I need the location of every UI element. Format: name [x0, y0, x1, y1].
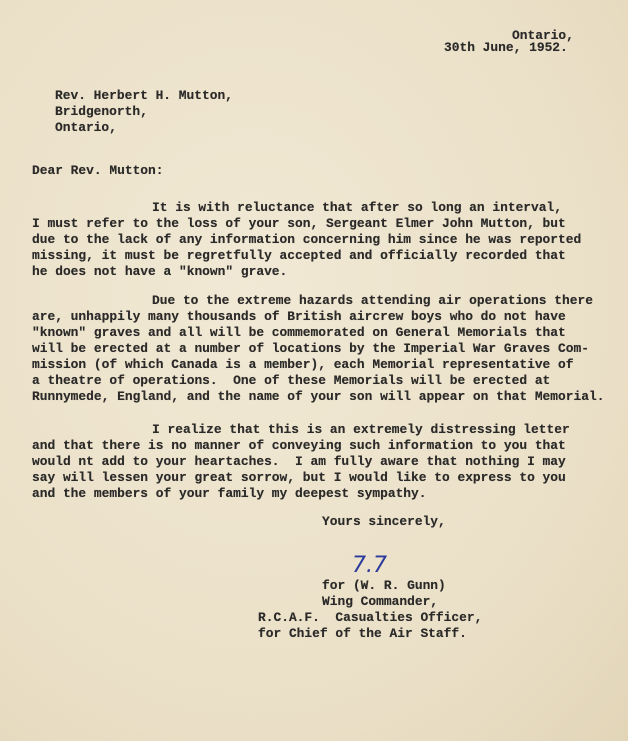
- paragraph-line: It is with reluctance that after so long an interval,: [152, 200, 562, 215]
- signature-line: for (W. R. Gunn): [322, 578, 446, 593]
- paragraph-line: I realize that this is an extremely distressing letter: [152, 422, 570, 437]
- paragraph-line: due to the lack of any information concerning him since he was reported: [32, 232, 582, 247]
- paragraph-line: he does not have a "known" grave.: [32, 264, 288, 279]
- signature-line: R.C.A.F. Casualties Officer,: [258, 610, 483, 625]
- address-line: Rev. Herbert H. Mutton,: [55, 88, 233, 103]
- date: 30th June, 1952.: [444, 40, 568, 55]
- paragraph-line: mission (of which Canada is a member), each Memorial representative of: [32, 357, 574, 372]
- signature-line: Wing Commander,: [322, 594, 439, 609]
- salutation: Dear Rev. Mutton:: [32, 163, 164, 178]
- place: Ontario,: [512, 28, 574, 43]
- paragraph-line: missing, it must be regretfully accepted and officially recorded that: [32, 248, 566, 263]
- paragraph-line: I must refer to the loss of your son, Sergeant Elmer John Mutton, but: [32, 216, 566, 231]
- address-line: Bridgenorth,: [55, 104, 148, 119]
- address-line: Ontario,: [55, 120, 117, 135]
- paragraph-line: and the members of your family my deepest sympathy.: [32, 486, 427, 501]
- paragraph-line: say will lessen your great sorrow, but I would like to express to you: [32, 470, 566, 485]
- paragraph-line: would nt add to your heartaches. I am fully aware that nothing I may: [32, 454, 566, 469]
- paragraph-line: "known" graves and all will be commemorated on General Memorials that: [32, 325, 566, 340]
- paragraph-line: Runnymede, England, and the name of your son will appear on that Memorial.: [32, 389, 605, 404]
- paragraph-line: and that there is no manner of conveying such information to you that: [32, 438, 566, 453]
- signature-line: for Chief of the Air Staff.: [258, 626, 467, 641]
- paragraph-line: are, unhappily many thousands of British aircrew boys who do not have: [32, 309, 566, 324]
- signature-initials: 7.7: [352, 553, 387, 578]
- closing: Yours sincerely,: [322, 514, 446, 529]
- paragraph-line: a theatre of operations. One of these Memorials will be erected at: [32, 373, 551, 388]
- paragraph-line: will be erected at a number of locations by the Imperial War Graves Com-: [32, 341, 589, 356]
- paragraph-line: Due to the extreme hazards attending air operations there: [152, 293, 593, 308]
